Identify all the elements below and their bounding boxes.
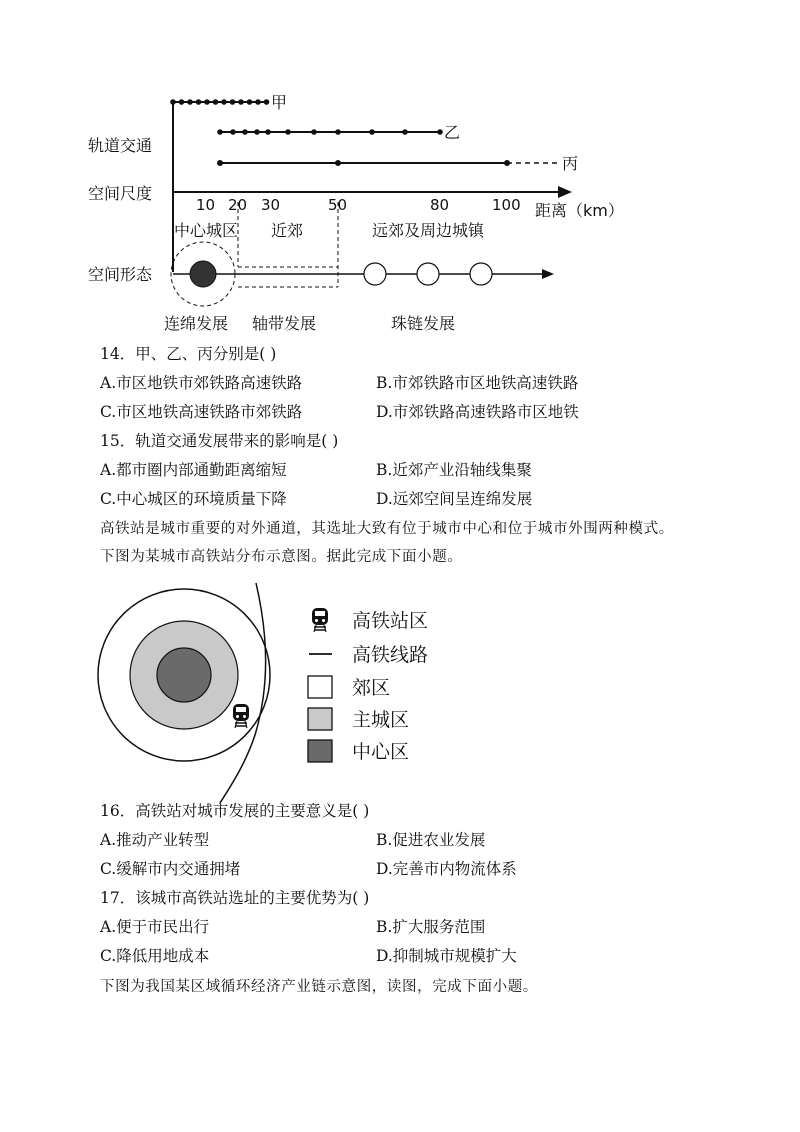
station-dot	[242, 129, 248, 135]
zone-label-near: 近郊	[271, 221, 304, 240]
station-dot	[264, 99, 270, 105]
tick-label: 10	[196, 196, 216, 214]
axis-arrow	[558, 186, 572, 198]
line-jia	[170, 99, 269, 105]
intro-paragraph-line-2: 下图为某城市高铁站分布示意图。据此完成下面小题。	[100, 549, 463, 565]
legend-label-main-city: 主城区	[352, 709, 410, 731]
line-label-yi: 乙	[444, 123, 461, 142]
center-area	[157, 648, 211, 702]
station-dot	[204, 99, 210, 105]
question-16-option-c[interactable]: C.缓解市内交通拥堵	[100, 860, 241, 878]
closing-paragraph: 下图为我国某区域循环经济产业链示意图，读图，完成下面小题。	[100, 979, 538, 995]
legend-center-swatch	[308, 740, 332, 762]
question-16-stem: 16．高铁站对城市发展的主要意义是( )	[100, 802, 370, 820]
station-dot	[255, 99, 261, 105]
legend-label-rail-line: 高铁线路	[352, 644, 429, 666]
question-17-option-c[interactable]: C.降低用地成本	[100, 947, 210, 965]
station-dot	[230, 129, 236, 135]
question-15-option-b[interactable]: B.近郊产业沿轴线集聚	[376, 461, 532, 479]
row-label-scale: 空间尺度	[88, 184, 153, 203]
bead-town	[417, 263, 439, 285]
station-dot	[221, 99, 227, 105]
station-dot	[247, 99, 253, 105]
row-label-form: 空间形态	[88, 265, 153, 284]
question-14-option-c[interactable]: C.市区地铁高速铁路市郊铁路	[100, 403, 303, 421]
question-17-option-a[interactable]: A.便于市民出行	[100, 918, 210, 936]
intro-paragraph-line-1: 高铁站是城市重要的对外通道，其选址大致有位于城市中心和位于城市外围两种模式。	[100, 521, 674, 537]
question-14-option-b[interactable]: B.市郊铁路市区地铁高速铁路	[376, 374, 579, 392]
question-15-option-d[interactable]: D.远郊空间呈连绵发展	[376, 490, 533, 508]
question-14-option-d[interactable]: D.市郊铁路高速铁路市区地铁	[376, 403, 579, 421]
form-axis-arrow	[542, 269, 554, 279]
hsr-station-diagram	[90, 575, 450, 805]
legend-main-city-swatch	[308, 708, 332, 730]
question-14-option-a[interactable]: A.市区地铁市郊铁路高速铁路	[100, 374, 303, 392]
line-label-bing: 丙	[562, 154, 579, 173]
bead-town	[470, 263, 492, 285]
station-dot	[196, 99, 202, 105]
station-dot	[230, 99, 236, 105]
tick-label: 50	[328, 196, 348, 214]
pattern-label-bead: 珠链发展	[391, 314, 456, 333]
tick-label: 100	[492, 196, 521, 214]
station-dot	[265, 129, 271, 135]
row-label-rail: 轨道交通	[88, 136, 153, 155]
zone-label-far: 远郊及周边城镇	[372, 221, 485, 240]
station-dot	[369, 129, 375, 135]
station-dot	[170, 99, 176, 105]
question-16-option-a[interactable]: A.推动产业转型	[100, 831, 210, 849]
station-dot	[238, 99, 244, 105]
pattern-label-axial: 轴带发展	[252, 314, 317, 333]
question-17-option-b[interactable]: B.扩大服务范围	[376, 918, 486, 936]
pattern-label-continuous: 连绵发展	[164, 314, 229, 333]
station-dot	[285, 129, 291, 135]
question-15-stem: 15．轨道交通发展带来的影响是( )	[100, 432, 339, 450]
question-16-option-b[interactable]: B.促进农业发展	[376, 831, 486, 849]
bead-town	[364, 263, 386, 285]
question-15-option-a[interactable]: A.都市圈内部通勤距离缩短	[100, 461, 287, 479]
tick-label: 30	[261, 196, 281, 214]
rail-transit-diagram	[80, 80, 700, 350]
question-17-option-d[interactable]: D.抑制城市规模扩大	[376, 947, 517, 965]
question-14-stem: 14．甲、乙、丙分别是( )	[100, 345, 277, 363]
legend-suburb-swatch	[308, 676, 332, 698]
station-dot	[187, 99, 193, 105]
zone-label-center: 中心城区	[174, 221, 239, 240]
station-dot	[335, 129, 341, 135]
station-dot	[254, 129, 260, 135]
legend-station-icon	[312, 608, 328, 632]
tick-label: 20	[228, 196, 248, 214]
line-yi	[217, 129, 443, 135]
station-dot	[402, 129, 408, 135]
legend-label-suburb: 郊区	[352, 677, 391, 699]
line-label-jia: 甲	[271, 93, 288, 112]
station-dot	[217, 129, 223, 135]
station-dot	[437, 129, 443, 135]
station-dot	[179, 99, 185, 105]
station-dot	[213, 99, 219, 105]
line-bing	[217, 160, 558, 166]
legend-label-center: 中心区	[352, 741, 410, 763]
question-16-option-d[interactable]: D.完善市内物流体系	[376, 860, 517, 878]
tick-label: 80	[430, 196, 450, 214]
center-city-dot	[190, 261, 216, 287]
question-17-stem: 17．该城市高铁站选址的主要优势为( )	[100, 889, 370, 907]
axis-label: 距离（km）	[535, 201, 624, 220]
question-15-option-c[interactable]: C.中心城区的环境质量下降	[100, 490, 287, 508]
legend-label-station: 高铁站区	[352, 610, 429, 632]
station-dot	[311, 129, 317, 135]
